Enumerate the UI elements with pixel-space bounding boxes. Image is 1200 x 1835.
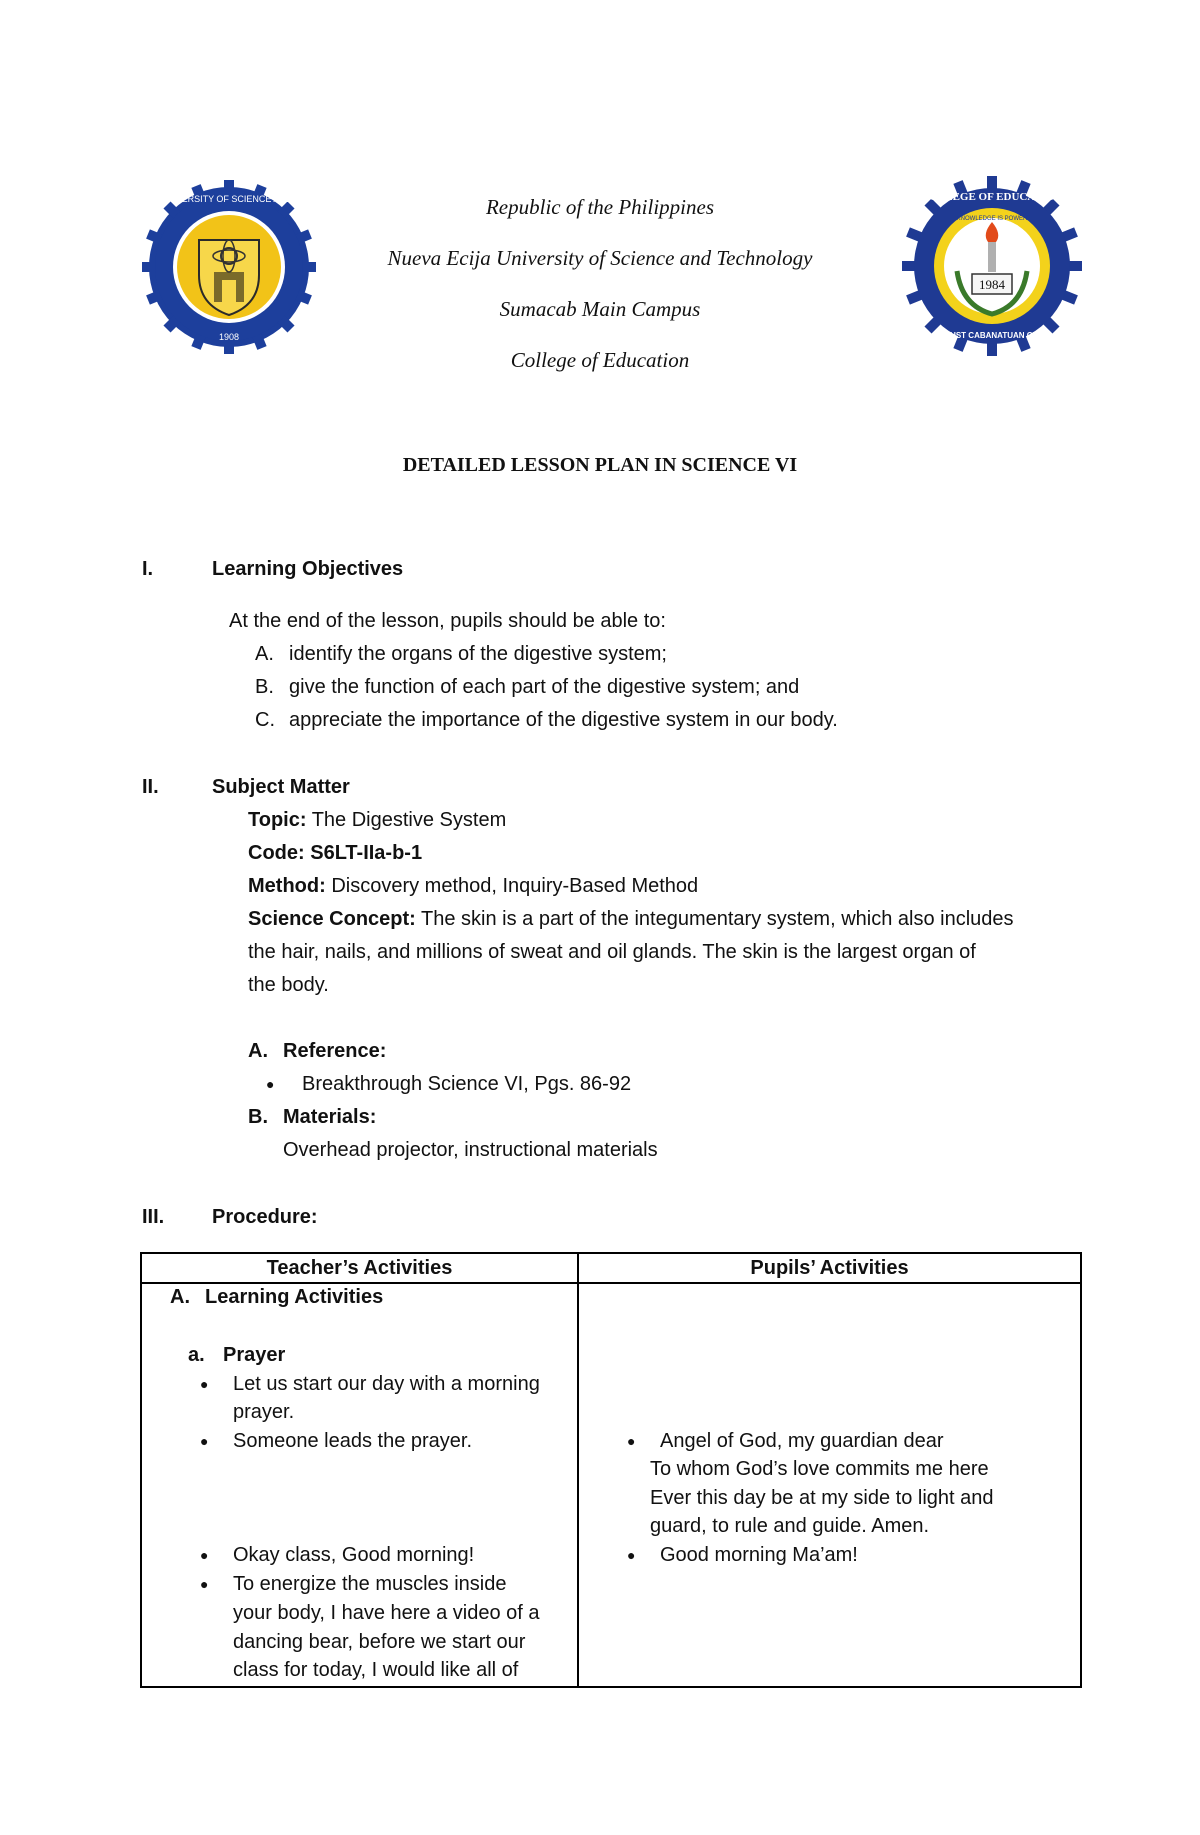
- prayer-title: Prayer: [223, 1344, 286, 1366]
- reference-label: Reference:: [283, 1040, 387, 1062]
- code-value: S6LT-IIa-b-1: [304, 842, 423, 864]
- coe-inner-text: KNOWLEDGE IS POWER: [956, 216, 1028, 222]
- objective-letter-c: C.: [255, 709, 275, 731]
- pupil-line: Ever this day be at my side to light and: [650, 1487, 994, 1509]
- section1-title: Learning Objectives: [212, 558, 404, 580]
- section3-title: Procedure:: [212, 1206, 318, 1228]
- section2-number: II.: [142, 776, 159, 798]
- page-title: DETAILED LESSON PLAN IN SCIENCE VI: [402, 454, 798, 476]
- coe-bottom-text: NEUST CABANATUAN CITY: [938, 331, 1046, 340]
- objectives-intro: At the end of the lesson, pupils should be able to:: [229, 610, 666, 632]
- topic-line: [248, 809, 506, 832]
- materials-text: Overhead projector, instructional materials: [283, 1139, 658, 1161]
- bullet-icon: ●: [266, 1076, 275, 1092]
- teacher-line: To energize the muscles inside: [233, 1573, 507, 1595]
- bullet-icon: ●: [200, 1576, 209, 1592]
- concept-line-2: the hair, nails, and millions of sweat and oil glands. The skin is the largest organ of: [248, 941, 976, 963]
- materials-label: Materials:: [283, 1106, 377, 1128]
- header-university: Nueva Ecija University of Science and Technology: [387, 246, 813, 270]
- method-line: [248, 875, 698, 898]
- reference-letter: A.: [248, 1040, 268, 1062]
- teacher-line: Okay class, Good morning!: [233, 1544, 475, 1566]
- objective-letter-a: A.: [255, 643, 274, 665]
- prayer-letter: a.: [188, 1344, 205, 1366]
- college-of-education-logo: [902, 176, 1082, 356]
- teacher-line: prayer.: [233, 1401, 295, 1423]
- concept-line-1: [248, 908, 1014, 931]
- learning-activities-title: Learning Activities: [205, 1286, 384, 1308]
- section3-number: III.: [142, 1206, 165, 1228]
- teacher-line: your body, I have here a video of a: [233, 1602, 540, 1624]
- topic-value: The Digestive System: [306, 809, 507, 831]
- reference-item: Breakthrough Science VI, Pgs. 86-92: [302, 1073, 632, 1095]
- topic-label: Topic:: [248, 809, 307, 831]
- materials-letter: B.: [248, 1106, 268, 1128]
- teacher-line: Someone leads the prayer.: [233, 1430, 473, 1452]
- bullet-icon: ●: [627, 1433, 636, 1449]
- objective-a: identify the organs of the digestive system;: [289, 643, 667, 665]
- neust-logo: [100, 180, 358, 354]
- objective-b: give the function of each part of the digestive system; and: [289, 676, 800, 698]
- bullet-icon: ●: [200, 1433, 209, 1449]
- bullet-icon: ●: [627, 1547, 636, 1563]
- teacher-activities-header: Teacher’s Activities: [141, 1253, 578, 1283]
- code-label: Code:: [248, 842, 305, 864]
- neust-ring-text: NUEVA ECIJA UNIVERSITY OF SCIENCE AND TECHNOLOGY: [100, 194, 358, 204]
- table-row: [141, 1283, 1081, 1687]
- coe-ring-text: COLLEGE OF EDUCATION: [921, 191, 1063, 203]
- teacher-line: dancing bear, before we start our: [233, 1631, 526, 1653]
- header-republic: Republic of the Philippines: [485, 195, 715, 219]
- bullet-icon: ●: [200, 1376, 209, 1392]
- coe-year: 1984: [979, 277, 1005, 292]
- concept-label: Science Concept:: [248, 908, 416, 930]
- pupils-activities-cell: [578, 1283, 1081, 1687]
- section2-title: Subject Matter: [212, 776, 350, 798]
- procedure-table: [140, 1252, 1082, 1688]
- pupils-activities-header: Pupils’ Activities: [578, 1253, 1081, 1283]
- teacher-line: class for today, I would like all of: [233, 1659, 519, 1681]
- section1-number: I.: [142, 558, 154, 580]
- table-header-row: [141, 1253, 1081, 1283]
- teacher-line: Let us start our day with a morning: [233, 1373, 540, 1395]
- concept-line-3: the body.: [248, 974, 329, 996]
- pupil-line: Good morning Ma’am!: [660, 1544, 858, 1566]
- pupil-line: guard, to rule and guide. Amen.: [650, 1515, 930, 1537]
- method-value: Discovery method, Inquiry-Based Method: [325, 875, 699, 897]
- teacher-activities-cell: [141, 1283, 578, 1687]
- header-college: College of Education: [510, 348, 690, 372]
- code-line: [248, 842, 422, 865]
- header-campus: Sumacab Main Campus: [499, 297, 701, 321]
- objective-c: appreciate the importance of the digestive system in our body.: [289, 709, 838, 731]
- neust-year: 1908: [218, 332, 240, 342]
- bullet-icon: ●: [200, 1547, 209, 1563]
- pupil-line: To whom God’s love commits me here: [650, 1458, 989, 1480]
- concept-text-1: The skin is a part of the integumentary system, which also includes: [415, 908, 1014, 930]
- pupil-line: Angel of God, my guardian dear: [660, 1430, 944, 1452]
- objective-letter-b: B.: [255, 676, 274, 698]
- learning-activities-letter: A.: [170, 1286, 190, 1308]
- method-label: Method:: [248, 875, 326, 897]
